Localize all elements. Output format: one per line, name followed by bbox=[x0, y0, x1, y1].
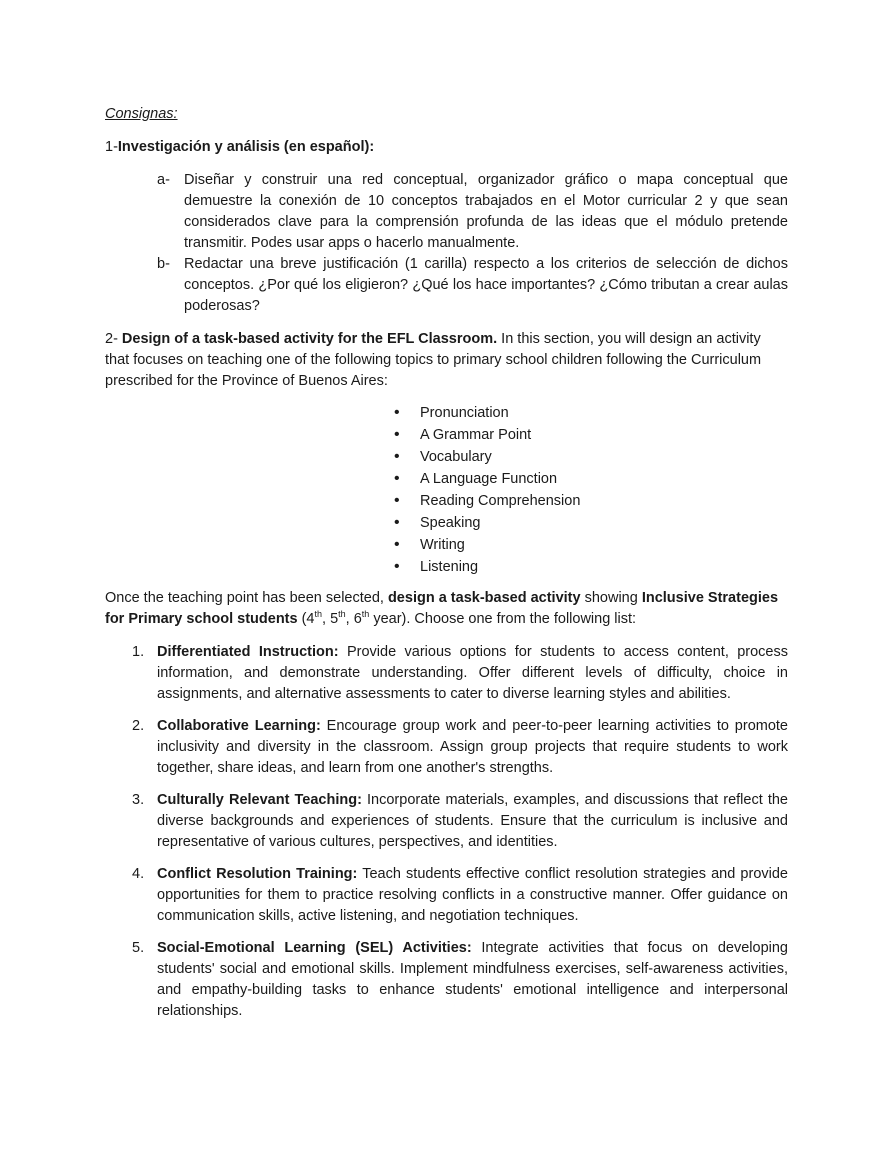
strategy-item bbox=[105, 642, 788, 705]
list-item bbox=[105, 170, 788, 254]
section2-intro bbox=[105, 329, 788, 392]
strategy-item bbox=[105, 938, 788, 1022]
strategy-title: Differentiated Instruction: bbox=[157, 644, 339, 660]
strategy-number: 1. bbox=[132, 644, 145, 660]
intro-bold-strategies: Inclusive Strategies for Primary school students bbox=[105, 590, 779, 627]
section2-prefix: 2- bbox=[105, 331, 122, 347]
strategy-item bbox=[105, 864, 788, 927]
topic-item: • Pronunciation bbox=[105, 402, 788, 424]
list-marker: a- bbox=[157, 172, 170, 188]
topic-item: • Vocabulary bbox=[105, 446, 788, 468]
topic-item: • Writing bbox=[105, 534, 788, 556]
strategy-text: Integrate activities that focus on developing students' social and emotional skills. Implement mindfulness exercises, self-awareness activities, and empathy-building tasks to enhance students' emotional intelligence and interpersonal relationships. bbox=[157, 940, 789, 1019]
section1-title-line bbox=[105, 137, 788, 158]
ordinal-suffix: th bbox=[361, 609, 370, 620]
ordinal-suffix: th bbox=[314, 609, 323, 620]
strategy-number: 2. bbox=[132, 718, 145, 734]
topic-item: • Speaking bbox=[105, 512, 788, 534]
strategies-list bbox=[105, 642, 788, 1022]
section2-title: Design of a task-based activity for the EFL Classroom. bbox=[121, 331, 498, 347]
strategy-title: Culturally Relevant Teaching: bbox=[157, 792, 362, 808]
strategy-item bbox=[105, 790, 788, 853]
intro-text: , 5 bbox=[322, 611, 339, 627]
section3-intro bbox=[105, 588, 788, 630]
topics-list bbox=[105, 402, 788, 578]
section1-list bbox=[105, 170, 788, 317]
strategy-title: Collaborative Learning: bbox=[157, 718, 321, 734]
strategy-text: Teach students effective conflict resolution strategies and provide opportunities for them to practice resolving conflicts in a constructive manner. Offer guidance on communication skills, active listening, and negotiation techniques. bbox=[157, 866, 788, 924]
strategy-text: Incorporate materials, examples, and discussions that reflect the diverse backgrounds and experiences of students. Ensure that the curriculum is inclusive and representative of various cultures, perspectives, and identities. bbox=[157, 792, 788, 850]
intro-bold-activity: design a task-based activity bbox=[387, 590, 581, 606]
topic-item: • Listening bbox=[105, 556, 788, 578]
strategy-number: 4. bbox=[132, 866, 145, 882]
topic-item: • A Language Function bbox=[105, 468, 788, 490]
intro-text: (4 bbox=[297, 611, 315, 627]
strategy-text: Provide various options for students to access content, process information, and demonstrate understanding. Offer different levels of difficulty, choice in assignments, and alternative assessments to cater to diverse learning styles and abilities. bbox=[157, 644, 788, 702]
list-item-text: Diseñar y construir una red conceptual, organizador gráfico o mapa conceptual que demuestre la conexión de 10 conceptos trabajados en el Motor curricular 2 y que sean considerados clave para la comprensión profunda de las ideas que el módulo pretende transmitir. Podes usar apps o hacerlo manualmente. bbox=[184, 172, 788, 251]
list-marker: b- bbox=[157, 256, 170, 272]
strategy-title: Social-Emotional Learning (SEL) Activities: bbox=[157, 940, 472, 956]
section1-prefix: 1- bbox=[105, 139, 118, 155]
ordinal-suffix: th bbox=[338, 609, 346, 620]
strategy-number: 5. bbox=[132, 940, 145, 956]
strategy-item bbox=[105, 716, 788, 779]
section2-body: In this section, you will design an activity that focuses on teaching one of the following topics to primary school children following the Curriculum prescribed for the Province of Buenos Aires: bbox=[105, 331, 762, 389]
page-heading: Consignas: bbox=[105, 106, 178, 122]
strategy-title: Conflict Resolution Training: bbox=[157, 866, 358, 882]
topic-item: • A Grammar Point bbox=[105, 424, 788, 446]
intro-text: showing bbox=[580, 590, 642, 606]
list-item bbox=[105, 254, 788, 317]
list-item-text: Redactar una breve justificación (1 carilla) respecto a los criterios de selección de dichos conceptos. ¿Por qué los eligieron? ¿Qué los hace importantes? ¿Cómo tributan a crear aulas poderosas? bbox=[184, 256, 788, 314]
intro-text: Once the teaching point has been selected, bbox=[105, 590, 388, 606]
strategy-text: Encourage group work and peer-to-peer learning activities to promote inclusivity and diversity in the classroom. Assign group projects that require students to work together, share ideas, and learn from one another's strengths. bbox=[157, 718, 788, 776]
section1-title: Investigación y análisis (en español): bbox=[117, 139, 375, 155]
strategy-number: 3. bbox=[132, 792, 145, 808]
topic-item: • Reading Comprehension bbox=[105, 490, 788, 512]
intro-text: , 6 bbox=[345, 611, 362, 627]
intro-text: year). Choose one from the following list: bbox=[369, 611, 637, 627]
